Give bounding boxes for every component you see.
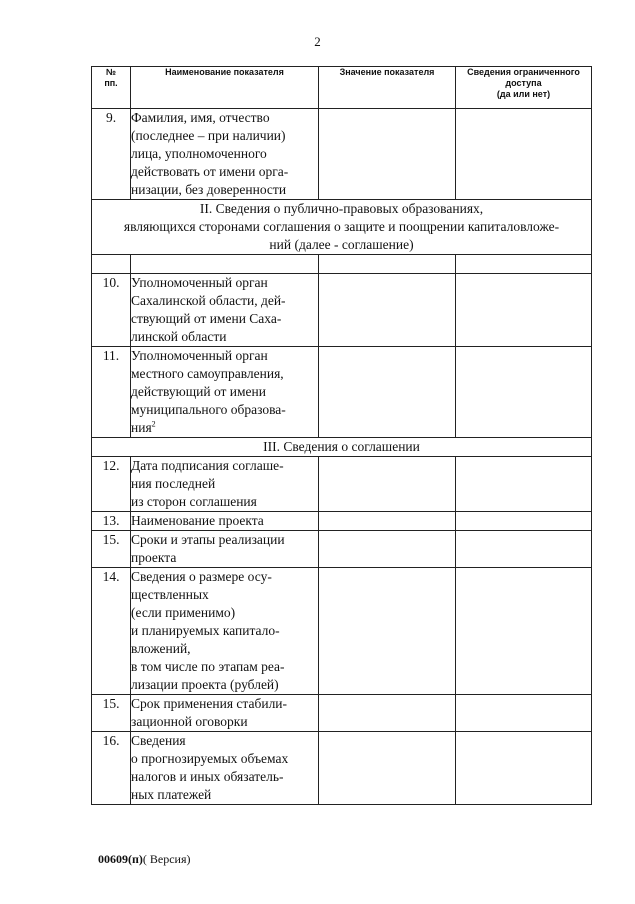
row-restricted-cell	[456, 568, 592, 695]
header-indicator-name-text: Наименование показателя	[165, 67, 284, 77]
document-version: ( Версия)	[142, 852, 191, 866]
table-row	[92, 512, 592, 531]
table-row	[92, 457, 592, 512]
table-row	[92, 695, 592, 732]
table-row	[92, 732, 592, 805]
section-3-title: III. Сведения о соглашении	[92, 438, 592, 457]
row-number: 15.	[92, 531, 131, 568]
page-number: 2	[314, 34, 321, 49]
header-number-text: № пп.	[104, 67, 118, 88]
row-restricted-cell	[456, 732, 592, 805]
header-indicator-value-text: Значение показателя	[339, 67, 435, 77]
row-number: 15.	[92, 695, 131, 732]
row-value-cell	[319, 512, 456, 531]
row-restricted-cell	[456, 274, 592, 347]
table-row	[92, 274, 592, 347]
row-name: Уполномоченный орган местного самоуправления, действующий от имени муниципального образова- ния	[131, 348, 286, 435]
row-name: Уполномоченный орган Сахалинской области, дей- ствующий от имени Саха- линской области	[131, 274, 319, 347]
document-footer	[98, 852, 191, 867]
row-number: 12.	[92, 457, 131, 512]
row-name: Сведения о прогнозируемых объемах налогов и иных обязатель- ных платежей	[131, 732, 319, 805]
row-value-cell	[319, 695, 456, 732]
row-number: 11.	[92, 347, 131, 438]
table-row	[92, 531, 592, 568]
row-number: 16.	[92, 732, 131, 805]
row-name: Фамилия, имя, отчество (последнее – при наличии) лица, уполномоченного действовать от имени орга- низации, без доверенности	[131, 109, 319, 200]
header-indicator-value	[319, 67, 456, 109]
row-number: 10.	[92, 274, 131, 347]
row-restricted-cell	[456, 347, 592, 438]
section-row	[92, 200, 592, 255]
header-restricted-access-text: Сведения ограниченного доступа (да или нет)	[467, 67, 580, 99]
empty-cell	[131, 255, 319, 274]
section-2-title: II. Сведения о публично-правовых образованиях, являющихся сторонами соглашения о защите и поощрении капиталовложе- ний (далее - соглашение)	[92, 200, 592, 255]
row-name: Сроки и этапы реализации проекта	[131, 531, 319, 568]
row-value-cell	[319, 274, 456, 347]
header-indicator-name	[131, 67, 319, 109]
indicators-table	[91, 66, 592, 805]
row-restricted-cell	[456, 457, 592, 512]
table-header-row	[92, 67, 592, 109]
table-row	[92, 109, 592, 200]
row-restricted-cell	[456, 512, 592, 531]
empty-row	[92, 255, 592, 274]
header-restricted-access	[456, 67, 592, 109]
empty-cell	[92, 255, 131, 274]
row-number: 13.	[92, 512, 131, 531]
row-value-cell	[319, 347, 456, 438]
row-name: Сведения о размере осу- ществленных (если применимо) и планируемых капитало- вложений, в том числе по этапам реа- лизации проекта (рублей)	[131, 568, 319, 695]
document-code: 00609(п)	[98, 852, 143, 866]
row-restricted-cell	[456, 109, 592, 200]
header-number	[92, 67, 131, 109]
empty-cell	[456, 255, 592, 274]
row-value-cell	[319, 457, 456, 512]
row-name-cell	[131, 347, 319, 438]
row-value-cell	[319, 732, 456, 805]
row-value-cell	[319, 109, 456, 200]
row-value-cell	[319, 568, 456, 695]
table-row	[92, 568, 592, 695]
row-name: Наименование проекта	[131, 512, 319, 531]
row-restricted-cell	[456, 531, 592, 568]
footnote-marker: 2	[151, 419, 156, 429]
row-value-cell	[319, 531, 456, 568]
table-row	[92, 347, 592, 438]
empty-cell	[319, 255, 456, 274]
row-name: Срок применения стабили- зационной оговорки	[131, 695, 319, 732]
section-row	[92, 438, 592, 457]
row-number: 14.	[92, 568, 131, 695]
row-name: Дата подписания соглаше- ния последней из сторон соглашения	[131, 457, 319, 512]
row-restricted-cell	[456, 695, 592, 732]
row-number: 9.	[92, 109, 131, 200]
